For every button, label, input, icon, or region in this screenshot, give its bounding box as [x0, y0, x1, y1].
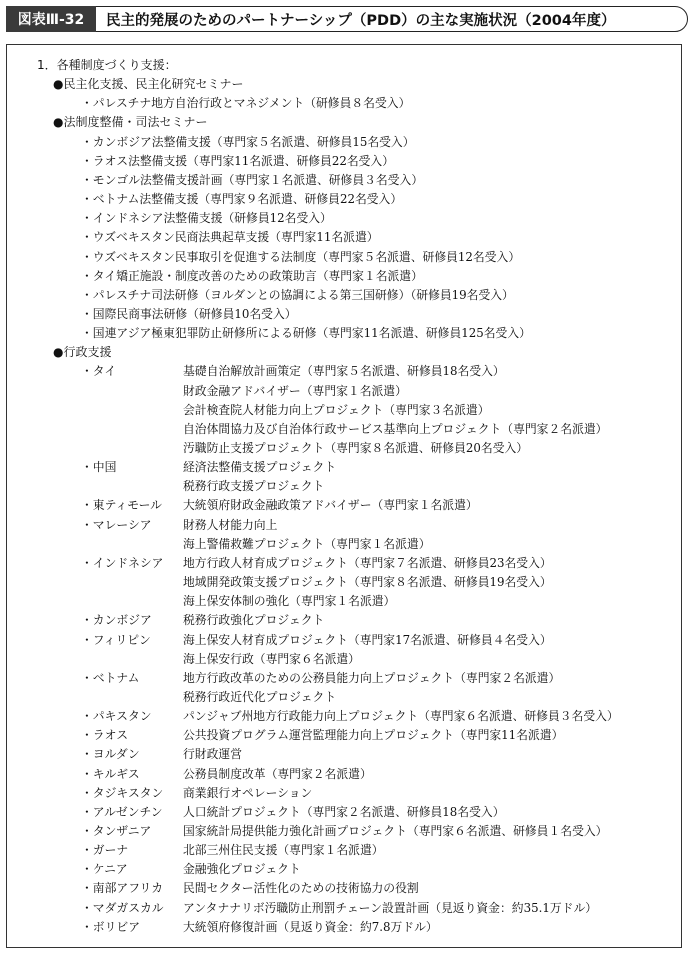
list-item: ・パレスチナ地方自治行政とマネジメント（研修員８名受入） [81, 96, 411, 111]
project-item: パンジャブ州地方行政能力向上プロジェクト（専門家６名派遣、研修員３名受入） [183, 709, 619, 724]
project-item: 会計検査院人材能力向上プロジェクト（専門家３名派遣） [183, 402, 490, 417]
country-name: ・ケニア [81, 862, 128, 877]
project-item: 基礎自治解放計画策定（専門家５名派遣、研修員18名受入） [183, 364, 505, 379]
project-item: 海上保安行政（専門家６名派遣） [183, 651, 360, 666]
list-item: ・ベトナム法整備支援（専門家９名派遣、研修員22名受入） [81, 192, 403, 207]
country-name: ・タイ [81, 364, 117, 379]
country-name: ・マダガスカル [81, 900, 164, 915]
project-item: 公共投資プログラム運営監理能力向上プロジェクト（専門家11名派遣） [183, 728, 564, 743]
project-item: 汚職防止支援プロジェクト（専門家８名派遣、研修員20名受入） [183, 441, 529, 455]
project-item: 人口統計プロジェクト（専門家２名派遣、研修員18名受入） [183, 804, 505, 819]
country-name: ・カンボジア [81, 613, 152, 628]
project-item: 大統領府財政金融政策アドバイザー（専門家１名派遣） [183, 498, 478, 513]
country-name: ・東ティモール [81, 498, 162, 513]
country-name: ・タンザニア [81, 824, 152, 838]
list-item: ・タイ矯正施設・制度改善のための政策助言（専門家１名派遣） [81, 268, 423, 283]
country-name: ・タジキスタン [81, 785, 164, 800]
country-name: ・ベトナム [81, 670, 140, 685]
figure-label: 図表Ⅲ-32 [6, 6, 96, 32]
list-item: ・インドネシア法整備支援（研修員12名受入） [81, 211, 332, 226]
project-item: 財政金融アドバイザー（専門家１名派遣） [183, 383, 407, 398]
country-name: ・ガーナ [81, 843, 129, 858]
project-item: 海上保安体制の強化（専門家１名派遣） [183, 594, 396, 609]
country-name: ・中国 [81, 460, 117, 475]
list-item: ・ウズベキスタン民商法典起草支援（専門家11名派遣） [81, 230, 379, 245]
project-item: 税務行政支援プロジェクト [183, 479, 325, 494]
project-item: 地域開発政策支援プロジェクト（専門家８名派遣、研修員19名受入） [183, 575, 552, 590]
section-heading: 1．各種制度づくり支援： [37, 58, 177, 72]
project-item: 海上保安人材育成プロジェクト（専門家17名派遣、研修員４名受入） [183, 632, 552, 647]
group-heading: ●法制度整備・司法セミナー [53, 115, 208, 130]
country-name: ・アルゼンチン [81, 804, 163, 819]
project-item: 行財政運営 [183, 747, 242, 762]
project-item: 公務員制度改革（専門家２名派遣） [183, 766, 372, 781]
project-item: 民間セクター活性化のための技術協力の役割 [183, 881, 419, 896]
project-item: 経済法整備支援プロジェクト [183, 460, 337, 475]
country-name: ・キルギス [81, 766, 140, 781]
list-item: ・ラオス法整備支援（専門家11名派遣、研修員22名受入） [81, 153, 395, 168]
country-name: ・ボリビア [81, 919, 140, 934]
content-box [6, 44, 682, 948]
project-item: 北部三州住民支援（専門家１名派遣） [183, 843, 384, 858]
project-item: 金融強化プロジェクト [183, 862, 301, 877]
project-item: 海上警備救難プロジェクト（専門家１名派遣） [183, 536, 431, 551]
project-item: 国家統計局提供能力強化計画プロジェクト（専門家６名派遣、研修員１名受入） [183, 824, 608, 838]
project-item: 地方行政改革のための公務員能力向上プロジェクト（専門家２名派遣） [183, 670, 561, 685]
group-heading: ●行政支援 [53, 345, 112, 360]
country-name: ・南部アフリカ [81, 881, 163, 896]
country-name: ・マレーシア [81, 517, 152, 532]
country-name: ・ヨルダン [81, 747, 140, 762]
list-item: ・パレスチナ司法研修（ヨルダンとの協調による第三国研修）（研修員19名受入） [81, 287, 514, 302]
country-name: ・ラオス [81, 728, 129, 743]
country-name: ・フィリピン [81, 632, 151, 647]
project-item: 自治体間協力及び自治体行政サービス基準向上プロジェクト（専門家２名派遣） [183, 421, 608, 436]
project-item: 大統領府修復計画（見返り資金：約7.8万ドル） [183, 919, 438, 934]
list-item: ・国連アジア極東犯罪防止研修所による研修（専門家11名派遣、研修員125名受入） [81, 326, 531, 341]
list-item: ・カンボジア法整備支援（専門家５名派遣、研修員15名受入） [81, 134, 415, 149]
country-name: ・パキスタン [81, 709, 152, 724]
project-item: アンタナナリボ汚職防止刑罰チェーン設置計画（見返り資金：約35.1万ドル） [183, 900, 598, 915]
list-item: ・国際民商事法研修（研修員10名受入） [81, 306, 297, 321]
project-item: 地方行政人材育成プロジェクト（専門家７名派遣、研修員23名受入） [183, 555, 552, 570]
project-item: 税務行政近代化プロジェクト [183, 689, 337, 704]
project-item: 商業銀行オペレーション [183, 785, 313, 800]
project-item: 税務行政強化プロジェクト [183, 613, 325, 628]
country-name: ・インドネシア [81, 555, 164, 570]
project-item: 財務人材能力向上 [183, 517, 278, 532]
list-item: ・モンゴル法整備支援計画（専門家１名派遣、研修員３名受入） [81, 172, 424, 187]
list-item: ・ウズベキスタン民事取引を促進する法制度（専門家５名派遣、研修員12名受入） [81, 249, 521, 264]
group-heading: ●民主化支援、民主化研究セミナー [53, 77, 244, 92]
title-bar [6, 6, 692, 32]
figure-title: 民主的発展のためのパートナーシップ（PDD）の主な実施状況（2004年度） [106, 12, 616, 29]
